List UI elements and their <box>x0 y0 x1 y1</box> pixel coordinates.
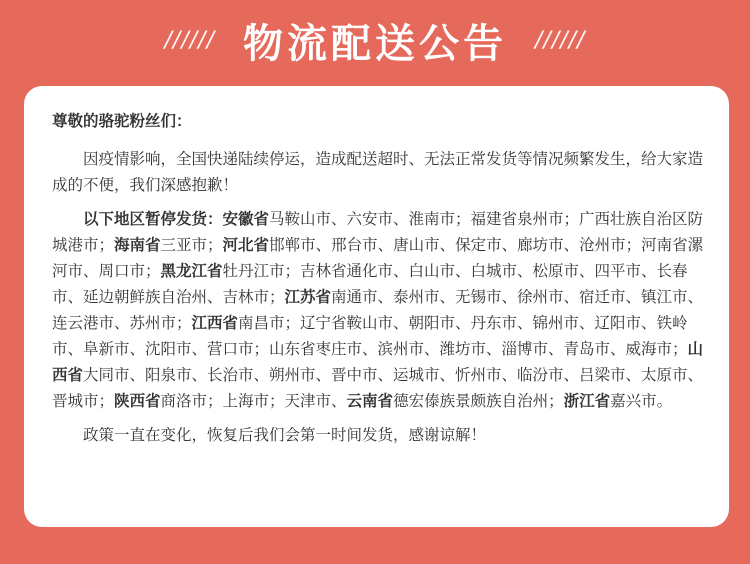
announcement-header <box>0 0 750 80</box>
region-province: 海南省 <box>114 236 161 254</box>
region-cities: 嘉兴市。 <box>610 392 673 410</box>
region-province: 云南省 <box>346 392 394 410</box>
region-province: 陕西省 <box>114 392 161 410</box>
page-title: 物流配送公告 <box>243 20 507 67</box>
region-province: 河北省 <box>222 236 270 254</box>
region-province: 山西省 <box>52 340 704 384</box>
greeting: 尊敬的骆驼粉丝们： <box>52 112 192 130</box>
region-cities: 大同市、阳泉市、长治市、朔州市、晋中市、运城市、忻州市、临汾市、吕梁市、太原市、晋城市； <box>52 366 704 410</box>
region-cities: 南昌市；辽宁省鞍山市、朝阳市、丹东市、锦州市、辽阳市、铁岭市、阜新市、沈阳市、营口市；山东省枣庄市、滨州市、潍坊市、淄博市、青岛市、威海市； <box>52 314 688 358</box>
region-province: 江西省 <box>191 314 239 332</box>
region-cities: 邯郸市、邢台市、唐山市、保定市、廊坊市、沧州市；河南省漯河市、周口市； <box>52 236 704 280</box>
decorative-slashes-right: ////// <box>535 27 586 53</box>
region-cities: 马鞍山市、六安市、淮南市； <box>269 210 471 228</box>
intro-paragraph: 因疫情影响，全国快递陆续停运，造成配送超时、无法正常发货等情况频繁发生，给大家造成的不便，我们深感抱歉！ <box>52 150 704 194</box>
region-province: 浙江省 <box>563 392 611 410</box>
notice-card <box>24 86 729 527</box>
region-cities: 福建省泉州市；广西壮族自治区防城港市； <box>52 210 704 254</box>
region-province: 黑龙江省 <box>160 262 223 280</box>
region-cities: 南通市、泰州市、无锡市、徐州市、宿迁市、镇江市、连云港市、苏州市； <box>52 288 704 332</box>
region-cities: 三亚市； <box>160 236 223 254</box>
region-cities: 牡丹江市；吉林省通化市、白山市、白城市、松原市、四平市、长春市、延边朝鲜族自治州、吉林市； <box>52 262 688 306</box>
suspension-lead: 以下地区暂停发货： <box>83 210 223 228</box>
notice-body <box>52 108 704 456</box>
region-province: 安徽省 <box>222 210 270 228</box>
suspension-paragraph <box>52 206 704 414</box>
region-province: 江苏省 <box>284 288 332 306</box>
decorative-slashes-left: ////// <box>164 27 215 53</box>
closing-paragraph: 政策一直在变化，恢复后我们会第一时间发货，感谢谅解！ <box>83 426 487 444</box>
region-cities: 德宏傣族景颇族自治州； <box>393 392 564 410</box>
region-cities: 商洛市；上海市；天津市、 <box>160 392 347 410</box>
